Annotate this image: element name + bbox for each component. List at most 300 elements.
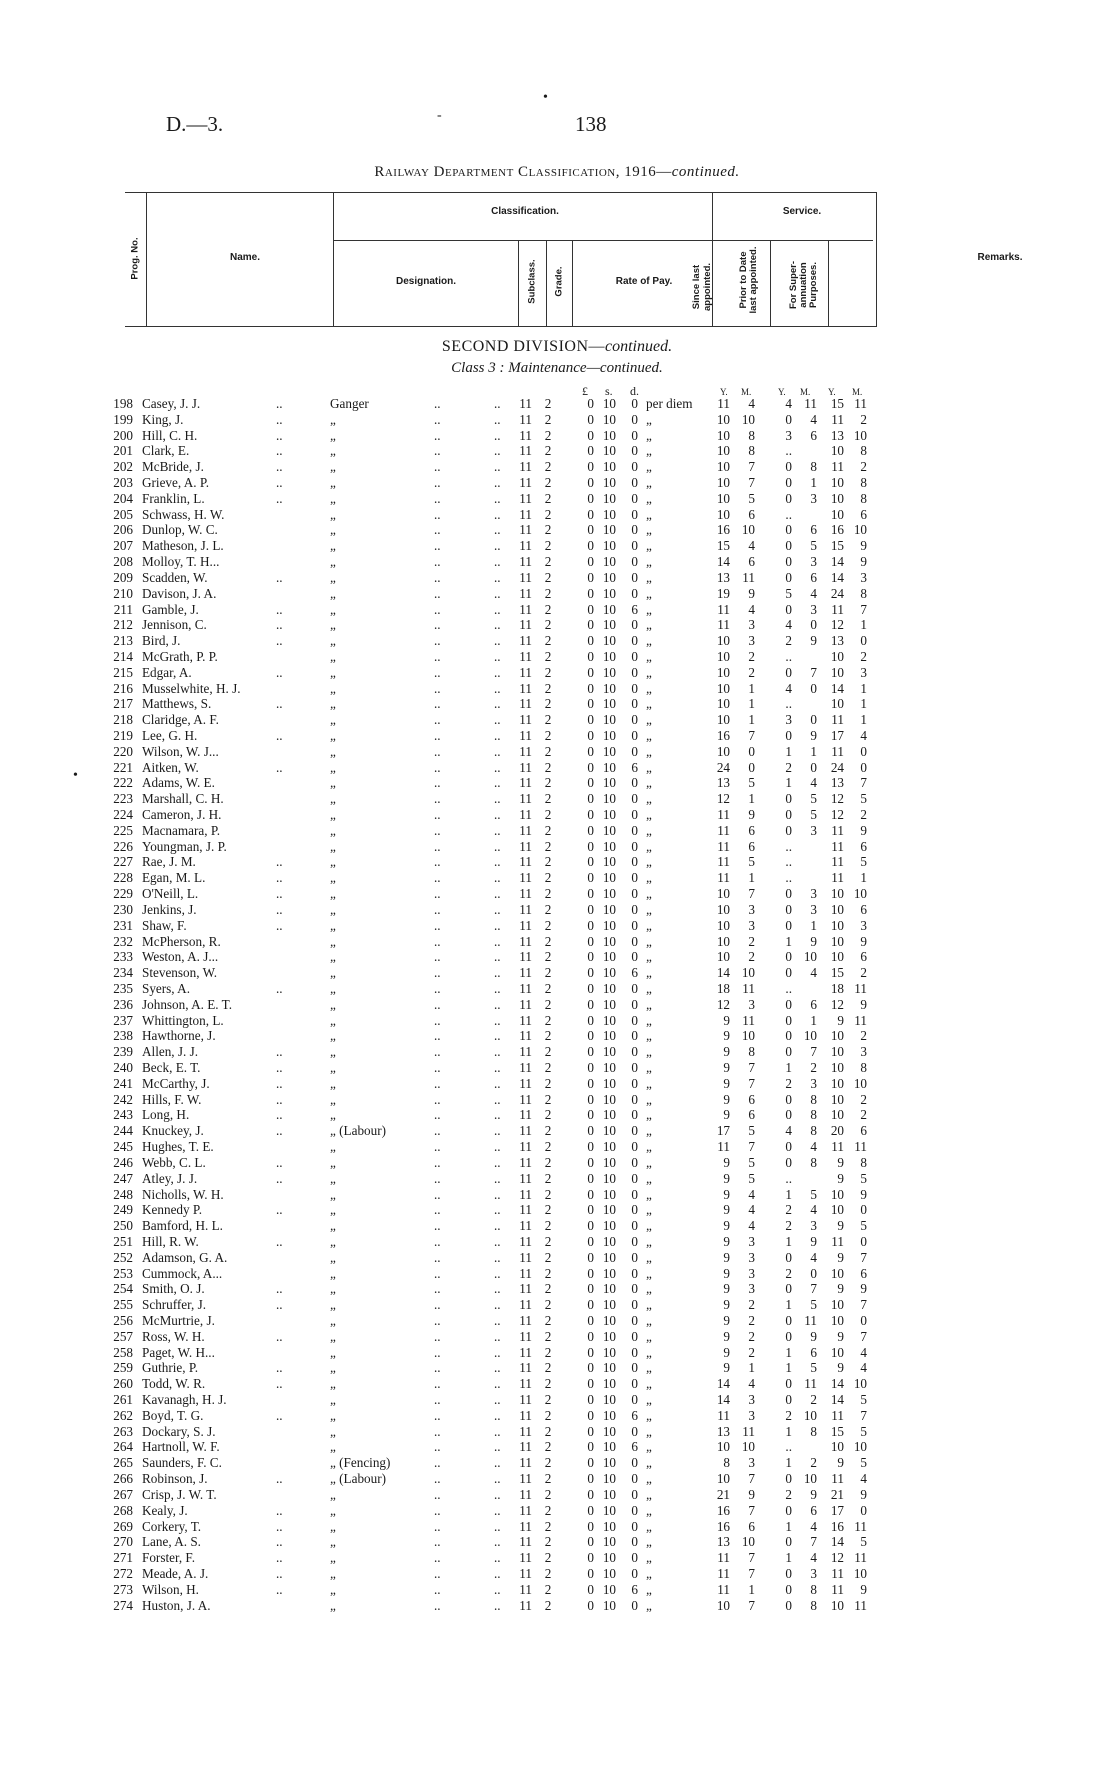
cell-desig: „ xyxy=(330,696,336,712)
header-superannuation: For Super-annuation Purposes. xyxy=(788,260,819,310)
cell-d: 0 xyxy=(631,1170,638,1186)
cell-l: 0 xyxy=(587,554,594,570)
cell-no: 237 xyxy=(113,1012,133,1028)
cell-l: 0 xyxy=(587,680,594,696)
cell-pm: 4 xyxy=(810,1202,817,1218)
leader-dots: .. xyxy=(434,759,441,775)
cell-dots: .. xyxy=(276,696,283,712)
header-prog-no: Prog. No. xyxy=(129,237,141,280)
leader-dots: .. xyxy=(494,886,501,902)
cell-sy: 9 xyxy=(723,1297,730,1313)
leader-dots: .. xyxy=(434,1486,441,1502)
cell-desig: „ xyxy=(330,427,336,443)
cell-name: Davison, J. A. xyxy=(142,585,217,601)
cell-s: 10 xyxy=(602,775,616,791)
cell-pm: 9 xyxy=(810,1233,817,1249)
leader-dots: .. xyxy=(494,1139,501,1155)
cell-l: 0 xyxy=(587,475,594,491)
cell-per: „ xyxy=(646,1218,652,1234)
cell-no: 199 xyxy=(113,411,133,427)
cell-d: 0 xyxy=(631,1328,638,1344)
cell-per: „ xyxy=(646,569,652,585)
cell-l: 0 xyxy=(587,854,594,870)
cell-pm: 3 xyxy=(810,601,817,617)
cell-l: 0 xyxy=(587,1060,594,1076)
unit-shilling: s. xyxy=(605,384,613,398)
cell-per: „ xyxy=(646,1376,652,1392)
cell-grade: 2 xyxy=(544,1534,552,1550)
leader-dots: .. xyxy=(434,633,441,649)
cell-pm: 8 xyxy=(810,1154,817,1170)
cell-s: 10 xyxy=(602,1202,616,1218)
cell-per: „ xyxy=(646,522,652,538)
cell-sy: 11 xyxy=(717,601,730,617)
cell-qm: 2 xyxy=(860,807,867,823)
leader-dots: .. xyxy=(494,696,501,712)
cell-desig: „ xyxy=(330,633,336,649)
cell-pm: 0 xyxy=(810,617,817,633)
leader-dots: .. xyxy=(494,1265,501,1281)
cell-grade: 2 xyxy=(544,1360,552,1376)
cell-dots: .. xyxy=(276,617,283,633)
cell-sy: 10 xyxy=(716,490,730,506)
table-row xyxy=(0,570,1114,586)
cell-desig: „ xyxy=(330,712,336,728)
cell-grade: 2 xyxy=(544,807,552,823)
cell-qy: 11 xyxy=(831,459,844,475)
cell-no: 211 xyxy=(113,601,133,617)
header-classification: Classification. xyxy=(491,206,559,217)
table-row xyxy=(0,617,1114,633)
cell-desig: „ xyxy=(330,664,336,680)
cell-grade: 2 xyxy=(544,1012,552,1028)
cell-desig: „ xyxy=(330,617,336,633)
cell-sm: 2 xyxy=(748,949,755,965)
table-row xyxy=(0,1076,1114,1092)
cell-sub: 11 xyxy=(519,1550,532,1566)
leader-dots: .. xyxy=(494,822,501,838)
table-row xyxy=(0,428,1114,444)
cell-qm: 2 xyxy=(860,1107,867,1123)
cell-pm: 8 xyxy=(810,1123,817,1139)
cell-s: 10 xyxy=(602,1297,616,1313)
cell-qy: 10 xyxy=(830,1297,844,1313)
cell-py: 0 xyxy=(785,822,792,838)
cell-no: 202 xyxy=(113,459,133,475)
cell-grade: 2 xyxy=(544,949,552,965)
cell-dots: .. xyxy=(276,1233,283,1249)
leader-dots: .. xyxy=(434,1044,441,1060)
cell-l: 0 xyxy=(587,728,594,743)
cell-pm: 8 xyxy=(810,1423,817,1439)
cell-s: 10 xyxy=(602,1060,616,1076)
table-row xyxy=(0,1139,1114,1155)
cell-sy: 16 xyxy=(716,522,730,538)
cell-qm: 9 xyxy=(860,1186,867,1202)
cell-pm: 1 xyxy=(810,1012,817,1028)
cell-name: Cummock, A... xyxy=(142,1265,223,1281)
title-continued: continued. xyxy=(671,164,740,180)
cell-grade: 2 xyxy=(544,1170,552,1186)
table-row xyxy=(0,870,1114,886)
cell-l: 0 xyxy=(587,1328,594,1344)
cell-qy: 11 xyxy=(831,1581,844,1597)
cell-pm: 6 xyxy=(810,522,817,538)
cell-name: Whittington, L. xyxy=(142,1012,224,1028)
cell-s: 10 xyxy=(602,1565,616,1581)
leader-dots: .. xyxy=(434,617,441,633)
cell-sy: 10 xyxy=(716,475,730,491)
cell-grade: 2 xyxy=(544,1060,552,1076)
cell-py: 2 xyxy=(785,1265,792,1281)
cell-py: 2 xyxy=(785,1407,792,1423)
leader-dots: .. xyxy=(434,933,441,949)
cell-sy: 10 xyxy=(716,443,730,459)
cell-desig: „ xyxy=(330,917,336,933)
cell-per: „ xyxy=(646,680,652,696)
cell-desig: „ xyxy=(330,1550,336,1566)
table-row xyxy=(0,1566,1114,1582)
cell-per: „ xyxy=(646,1075,652,1091)
table-row xyxy=(0,696,1114,712)
cell-desig: „ xyxy=(330,1012,336,1028)
cell-l: 0 xyxy=(587,1107,594,1123)
leader-dots: .. xyxy=(434,965,441,981)
leader-dots: .. xyxy=(494,1455,501,1471)
cell-per: „ xyxy=(646,886,652,902)
cell-no: 198 xyxy=(113,396,133,411)
leader-dots: .. xyxy=(434,901,441,917)
cell-l: 0 xyxy=(587,1297,594,1313)
table-row xyxy=(0,522,1114,538)
cell-sy: 10 xyxy=(716,680,730,696)
cell-grade: 2 xyxy=(544,506,552,522)
cell-py: 2 xyxy=(785,759,792,775)
cell-name: Clark, E. xyxy=(142,443,190,459)
cell-sub: 11 xyxy=(519,554,532,570)
cell-l: 0 xyxy=(587,791,594,807)
cell-d: 6 xyxy=(631,965,638,981)
cell-l: 0 xyxy=(587,901,594,917)
cell-dots: .. xyxy=(276,443,283,459)
cell-qy: 11 xyxy=(831,1233,844,1249)
leader-dots: .. xyxy=(494,996,501,1012)
class-heading xyxy=(0,360,1114,377)
cell-sub: 11 xyxy=(519,1091,532,1107)
cell-py: 0 xyxy=(785,1392,792,1408)
cell-sy: 8 xyxy=(723,1455,730,1471)
cell-sub: 11 xyxy=(519,1123,532,1139)
cell-desig: „ xyxy=(330,1170,336,1186)
table-row xyxy=(0,1202,1114,1218)
cell-qm: 8 xyxy=(860,585,867,601)
cell-d: 0 xyxy=(631,1233,638,1249)
cell-dots: .. xyxy=(276,759,283,775)
cell-name: Youngman, J. P. xyxy=(142,838,227,854)
cell-dots: .. xyxy=(276,1202,283,1218)
cell-sub: 11 xyxy=(519,1265,532,1281)
cell-name: Nicholls, W. H. xyxy=(142,1186,224,1202)
cell-qm: 9 xyxy=(860,933,867,949)
cell-qm: 4 xyxy=(860,728,867,743)
cell-qm: 0 xyxy=(860,1233,867,1249)
cell-sy: 9 xyxy=(723,1075,730,1091)
leader-dots: .. xyxy=(434,1249,441,1265)
unit-months: M. xyxy=(852,387,863,397)
cell-sm: 7 xyxy=(748,886,755,902)
cell-sy: 9 xyxy=(723,1012,730,1028)
table-row xyxy=(0,1392,1114,1408)
leader-dots: .. xyxy=(494,1392,501,1408)
cell-qy: 21 xyxy=(830,1486,844,1502)
cell-no: 256 xyxy=(113,1312,133,1328)
cell-desig: „ xyxy=(330,838,336,854)
cell-sub: 11 xyxy=(519,1581,532,1597)
cell-d: 0 xyxy=(631,506,638,522)
cell-py: 0 xyxy=(785,1012,792,1028)
cell-qm: 11 xyxy=(854,396,867,411)
cell-d: 0 xyxy=(631,1486,638,1502)
cell-s: 10 xyxy=(602,1392,616,1408)
cell-no: 239 xyxy=(113,1044,133,1060)
leader-dots: .. xyxy=(494,1028,501,1044)
cell-s: 10 xyxy=(602,617,616,633)
cell-no: 230 xyxy=(113,901,133,917)
cell-l: 0 xyxy=(587,870,594,886)
cell-name: O'Neill, L. xyxy=(142,886,199,902)
cell-no: 251 xyxy=(113,1233,133,1249)
cell-sy: 14 xyxy=(716,1376,730,1392)
cell-sm: 11 xyxy=(742,569,755,585)
cell-qm: 0 xyxy=(860,1312,867,1328)
cell-no: 235 xyxy=(113,980,133,996)
cell-name: Boyd, T. G. xyxy=(142,1407,204,1423)
cell-name: Smith, O. J. xyxy=(142,1281,205,1297)
cell-grade: 2 xyxy=(544,696,552,712)
cell-py: 1 xyxy=(785,1344,792,1360)
cell-name: Ross, W. H. xyxy=(142,1328,205,1344)
cell-l: 0 xyxy=(587,696,594,712)
cell-qm: 9 xyxy=(860,822,867,838)
cell-no: 272 xyxy=(113,1565,133,1581)
cell-desig: „ xyxy=(330,791,336,807)
cell-pm: 6 xyxy=(810,427,817,443)
cell-qy: 11 xyxy=(831,411,844,427)
cell-desig: „ xyxy=(330,585,336,601)
cell-no: 231 xyxy=(113,917,133,933)
cell-qm: 5 xyxy=(860,1218,867,1234)
cell-d: 0 xyxy=(631,1297,638,1313)
cell-grade: 2 xyxy=(544,490,552,506)
table-row xyxy=(0,1360,1114,1376)
cell-desig: „ xyxy=(330,949,336,965)
cell-dots: .. xyxy=(276,459,283,475)
cell-grade: 2 xyxy=(544,1597,552,1613)
cell-name: Marshall, C. H. xyxy=(142,791,224,807)
cell-l: 0 xyxy=(587,1502,594,1518)
cell-per: „ xyxy=(646,538,652,554)
table-row xyxy=(0,538,1114,554)
cell-qy: 10 xyxy=(830,1107,844,1123)
cell-s: 10 xyxy=(602,538,616,554)
cell-sy: 10 xyxy=(716,886,730,902)
cell-sy: 11 xyxy=(717,1581,730,1597)
cell-desig: „ xyxy=(330,1534,336,1550)
cell-qy: 9 xyxy=(837,1360,844,1376)
cell-name: Guthrie, P. xyxy=(142,1360,199,1376)
leader-dots: .. xyxy=(434,1550,441,1566)
cell-qm: 7 xyxy=(860,1249,867,1265)
rule-v xyxy=(572,240,573,326)
cell-d: 0 xyxy=(631,633,638,649)
rule-v xyxy=(518,240,519,326)
cell-name: Lane, A. S. xyxy=(142,1534,201,1550)
cell-grade: 2 xyxy=(544,712,552,728)
table-row xyxy=(0,1107,1114,1123)
cell-sy: 10 xyxy=(716,1439,730,1455)
cell-pm: 6 xyxy=(810,569,817,585)
cell-grade: 2 xyxy=(544,1249,552,1265)
cell-desig: „ xyxy=(330,1502,336,1518)
cell-qm: 10 xyxy=(853,1439,867,1455)
cell-per: „ xyxy=(646,1312,652,1328)
cell-qm: 0 xyxy=(860,633,867,649)
stray-mark: • xyxy=(73,768,78,783)
cell-d: 0 xyxy=(631,822,638,838)
leader-dots: .. xyxy=(434,917,441,933)
cell-no: 228 xyxy=(113,870,133,886)
cell-desig: „ xyxy=(330,1139,336,1155)
cell-d: 0 xyxy=(631,933,638,949)
cell-sm: 3 xyxy=(748,1249,755,1265)
cell-grade: 2 xyxy=(544,1044,552,1060)
cell-per: „ xyxy=(646,633,652,649)
cell-grade: 2 xyxy=(544,680,552,696)
cell-sm: 10 xyxy=(741,965,755,981)
cell-desig: „ xyxy=(330,648,336,664)
cell-s: 10 xyxy=(602,1534,616,1550)
cell-py: .. xyxy=(785,838,792,854)
cell-l: 0 xyxy=(587,569,594,585)
leader-dots: .. xyxy=(494,459,501,475)
cell-s: 10 xyxy=(602,490,616,506)
leader-dots: .. xyxy=(434,1154,441,1170)
cell-dots: .. xyxy=(276,1550,283,1566)
cell-l: 0 xyxy=(587,1028,594,1044)
cell-dots: .. xyxy=(276,1123,283,1139)
cell-sub: 11 xyxy=(519,949,532,965)
cell-grade: 2 xyxy=(544,1486,552,1502)
cell-sm: 5 xyxy=(748,1154,755,1170)
cell-qm: 6 xyxy=(860,838,867,854)
cell-per: „ xyxy=(646,1139,652,1155)
rule-v xyxy=(876,192,877,326)
cell-py: 1 xyxy=(785,743,792,759)
cell-per: „ xyxy=(646,427,652,443)
cell-sm: 8 xyxy=(748,443,755,459)
cell-sm: 7 xyxy=(748,459,755,475)
cell-qy: 13 xyxy=(830,775,844,791)
leader-dots: .. xyxy=(434,648,441,664)
cell-per: „ xyxy=(646,728,652,743)
cell-sm: 3 xyxy=(748,917,755,933)
cell-no: 240 xyxy=(113,1060,133,1076)
leader-dots: .. xyxy=(434,569,441,585)
cell-qm: 5 xyxy=(860,1170,867,1186)
table-row xyxy=(0,1329,1114,1345)
cell-sub: 11 xyxy=(519,1344,532,1360)
cell-desig: „ xyxy=(330,1439,336,1455)
cell-dots: .. xyxy=(276,411,283,427)
cell-l: 0 xyxy=(587,601,594,617)
cell-py: 0 xyxy=(785,1028,792,1044)
cell-name: Cameron, J. H. xyxy=(142,807,222,823)
cell-sm: 4 xyxy=(748,1218,755,1234)
cell-no: 204 xyxy=(113,490,133,506)
cell-sm: 1 xyxy=(748,870,755,886)
cell-no: 212 xyxy=(113,617,133,633)
table-row xyxy=(0,839,1114,855)
cell-l: 0 xyxy=(587,1581,594,1597)
leader-dots: .. xyxy=(494,791,501,807)
cell-sub: 11 xyxy=(519,1565,532,1581)
cell-py: 1 xyxy=(785,1060,792,1076)
cell-grade: 2 xyxy=(544,1344,552,1360)
cell-s: 10 xyxy=(602,1344,616,1360)
cell-no: 269 xyxy=(113,1518,133,1534)
cell-per: „ xyxy=(646,1423,652,1439)
cell-s: 10 xyxy=(602,1281,616,1297)
cell-grade: 2 xyxy=(544,1218,552,1234)
cell-py: 0 xyxy=(785,965,792,981)
cell-no: 266 xyxy=(113,1471,133,1487)
table-row xyxy=(0,823,1114,839)
cell-py: 0 xyxy=(785,886,792,902)
leader-dots: .. xyxy=(434,980,441,996)
cell-sub: 11 xyxy=(519,1502,532,1518)
cell-d: 6 xyxy=(631,601,638,617)
leader-dots: .. xyxy=(494,538,501,554)
cell-py: 0 xyxy=(785,1581,792,1597)
cell-d: 0 xyxy=(631,1091,638,1107)
cell-py: .. xyxy=(785,648,792,664)
cell-py: 4 xyxy=(785,1123,792,1139)
cell-l: 0 xyxy=(587,1075,594,1091)
cell-grade: 2 xyxy=(544,1028,552,1044)
cell-no: 200 xyxy=(113,427,133,443)
cell-dots: .. xyxy=(276,1581,283,1597)
cell-py: .. xyxy=(785,696,792,712)
cell-s: 10 xyxy=(602,712,616,728)
cell-s: 10 xyxy=(602,1233,616,1249)
cell-qm: 7 xyxy=(860,775,867,791)
cell-py: 0 xyxy=(785,1502,792,1518)
cell-d: 0 xyxy=(631,617,638,633)
cell-pm: 11 xyxy=(804,1312,817,1328)
table-row xyxy=(0,1044,1114,1060)
cell-sub: 11 xyxy=(519,1154,532,1170)
cell-pm: 9 xyxy=(810,1328,817,1344)
cell-name: McCarthy, J. xyxy=(142,1075,210,1091)
cell-grade: 2 xyxy=(544,633,552,649)
cell-name: Kealy, J. xyxy=(142,1502,188,1518)
cell-pm: 0 xyxy=(810,759,817,775)
division-title: SECOND DIVISION— xyxy=(441,338,605,355)
cell-py: .. xyxy=(785,506,792,522)
cell-py: 0 xyxy=(785,996,792,1012)
cell-grade: 2 xyxy=(544,728,552,743)
cell-d: 0 xyxy=(631,854,638,870)
